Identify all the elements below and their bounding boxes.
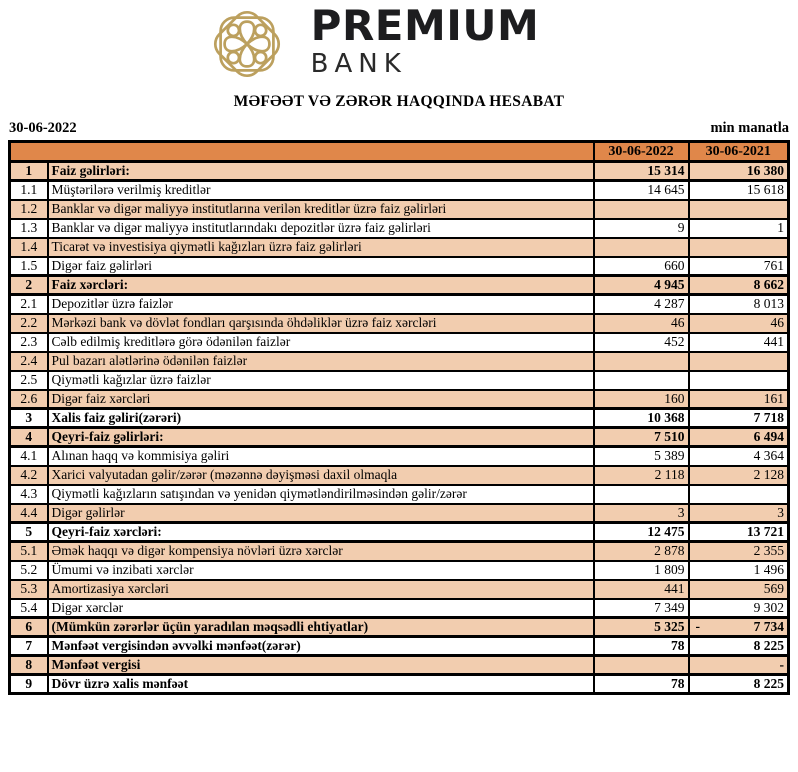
table-row: [10, 181, 789, 200]
row-description-cell: Xarici valyutadan gəlir/zərər (məzənnə dəyişməsi daxil olmaqla: [48, 466, 594, 485]
row-description-cell: Dövr üzrə xalis mənfəət: [48, 675, 594, 694]
value-2021-cell: 441: [689, 333, 789, 352]
row-description-cell: Ümumi və inzibati xərclər: [48, 561, 594, 580]
row-description-cell: Digər xərclər: [48, 599, 594, 618]
value-2022-cell: 7 349: [594, 599, 689, 618]
brand-text: [310, 1, 540, 79]
value-2021-cell: 46: [689, 314, 789, 333]
negative-sign: -: [695, 618, 700, 634]
row-description-cell: Mənfəət vergisi: [48, 656, 594, 675]
value-2022-cell: 14 645: [594, 181, 689, 200]
value-2021-cell: 15 618: [689, 181, 789, 200]
row-number-cell: 2.5: [10, 371, 48, 390]
row-number-cell: 1.5: [10, 257, 48, 276]
value-2021-cell: 9 302: [689, 599, 789, 618]
row-description-cell: (Mümkün zərərlər üçün yaradılan məqsədli ehtiyatlar): [48, 618, 594, 637]
row-number-cell: 5.1: [10, 542, 48, 561]
value-2022-cell: 3: [594, 504, 689, 523]
row-number-cell: 1.2: [10, 200, 48, 219]
row-description-cell: Müştərilərə verilmiş kreditlər: [48, 181, 594, 200]
row-number-cell: 4.4: [10, 504, 48, 523]
table-row: [10, 637, 789, 656]
value-2022-cell: [594, 352, 689, 371]
table-header-row: [10, 142, 789, 162]
row-number-cell: 9: [10, 675, 48, 694]
report-date-label: 30-06-2022: [9, 120, 77, 136]
row-number-cell: 2.4: [10, 352, 48, 371]
value-2022-cell: 4 287: [594, 295, 689, 314]
table-row: [10, 200, 789, 219]
value-2021-cell: 3: [689, 504, 789, 523]
table-row: [10, 333, 789, 352]
table-row: [10, 542, 789, 561]
table-row: [10, 580, 789, 599]
value-2022-cell: 46: [594, 314, 689, 333]
row-description-cell: Qeyri-faiz xərcləri:: [48, 523, 594, 542]
table-row: [10, 561, 789, 580]
table-row: [10, 276, 789, 295]
unit-label: min manatla: [710, 120, 789, 136]
bank-logo: [0, 0, 798, 88]
pnl-table: [8, 140, 790, 695]
table-row: [10, 162, 789, 181]
row-description-cell: Qiymətli kağızlar üzrə faizlər: [48, 371, 594, 390]
value-2022-cell: 7 510: [594, 428, 689, 447]
row-description-cell: Xalis faiz gəliri(zərəri): [48, 409, 594, 428]
value-2022-cell: [594, 371, 689, 390]
value-2021-cell: [689, 238, 789, 257]
row-description-cell: Depozitlər üzrə faizlər: [48, 295, 594, 314]
row-description-cell: Alınan haqq və kommisiya gəliri: [48, 447, 594, 466]
table-row: [10, 219, 789, 238]
brand-subname: BANK: [310, 49, 407, 79]
table-row: [10, 238, 789, 257]
table-row: [10, 257, 789, 276]
table-row: [10, 656, 789, 675]
report-title: MƏFƏƏT VƏ ZƏRƏR HAQQINDA HESABAT: [233, 93, 565, 110]
row-number-cell: 5.3: [10, 580, 48, 599]
row-description-cell: Ticarət və investisiya qiymətli kağızları üzrə faiz gəlirləri: [48, 238, 594, 257]
header-col-2022: 30-06-2022: [594, 142, 689, 162]
value-2022-cell: [594, 238, 689, 257]
row-description-cell: Faiz xərcləri:: [48, 276, 594, 295]
value-2022-cell: 2 118: [594, 466, 689, 485]
row-description-cell: Faiz gəlirləri:: [48, 162, 594, 181]
row-number-cell: 1: [10, 162, 48, 181]
row-number-cell: 2: [10, 276, 48, 295]
value-2021-cell: 6 494: [689, 428, 789, 447]
value-2021-cell: 8 225: [689, 637, 789, 656]
row-number-cell: 2.3: [10, 333, 48, 352]
row-number-cell: 5: [10, 523, 48, 542]
table-row: [10, 466, 789, 485]
row-description-cell: Mənfəət vergisindən əvvəlki mənfəət(zərər): [48, 637, 594, 656]
row-description-cell: Amortizasiya xərcləri: [48, 580, 594, 599]
table-row: [10, 485, 789, 504]
logo-group: [195, 1, 540, 84]
value-2021-cell: [689, 200, 789, 219]
table-row: [10, 352, 789, 371]
value-2021-cell: 7 718: [689, 409, 789, 428]
row-number-cell: 8: [10, 656, 48, 675]
row-description-cell: Qeyri-faiz gəlirləri:: [48, 428, 594, 447]
value-2021-cell: 161: [689, 390, 789, 409]
row-number-cell: 5.2: [10, 561, 48, 580]
row-number-cell: 4: [10, 428, 48, 447]
value-2022-cell: 660: [594, 257, 689, 276]
table-row: [10, 504, 789, 523]
row-description-cell: Digər faiz xərcləri: [48, 390, 594, 409]
table-row: [10, 675, 789, 694]
value-2021-cell: 761: [689, 257, 789, 276]
row-description-cell: Digər faiz gəlirləri: [48, 257, 594, 276]
value-2021-cell: 8 662: [689, 276, 789, 295]
table-row: [10, 599, 789, 618]
value-2022-cell: 78: [594, 637, 689, 656]
value-2021-cell: 1: [689, 219, 789, 238]
header-col-2021: 30-06-2021: [689, 142, 789, 162]
pnl-table-body: [10, 162, 789, 694]
value-2022-cell: 5 389: [594, 447, 689, 466]
row-number-cell: 2.2: [10, 314, 48, 333]
row-description-cell: Digər gəlirlər: [48, 504, 594, 523]
value-2021-cell: 16 380: [689, 162, 789, 181]
value-2022-cell: 5 325: [594, 618, 689, 637]
table-row: [10, 295, 789, 314]
value-2022-cell: 9: [594, 219, 689, 238]
row-description-cell: Cəlb edilmiş kreditlərə görə ödənilən faizlər: [48, 333, 594, 352]
row-number-cell: 4.1: [10, 447, 48, 466]
meta-row: [0, 120, 798, 137]
table-row: [10, 314, 789, 333]
value-2022-cell: 12 475: [594, 523, 689, 542]
table-row: [10, 428, 789, 447]
value-2022-cell: 15 314: [594, 162, 689, 181]
row-description-cell: Əmək haqqı və digər kompensiya növləri üzrə xərclər: [48, 542, 594, 561]
row-description-cell: Qiymətli kağızların satışından və yenidən qiymətləndirilməsindən gəlir/zərər: [48, 485, 594, 504]
table-row: [10, 447, 789, 466]
value-2021-cell: 8 013: [689, 295, 789, 314]
row-number-cell: 1.4: [10, 238, 48, 257]
row-number-cell: 4.3: [10, 485, 48, 504]
value-2021-cell: -: [689, 656, 789, 675]
table-row: [10, 371, 789, 390]
table-row: [10, 523, 789, 542]
value-2021-cell: - 7 734: [689, 618, 789, 637]
value-2021-cell: [689, 371, 789, 390]
value-2022-cell: [594, 485, 689, 504]
value-2022-cell: 1 809: [594, 561, 689, 580]
value-2022-cell: 160: [594, 390, 689, 409]
value-2022-cell: 441: [594, 580, 689, 599]
value-2021-cell: 2 355: [689, 542, 789, 561]
value-2021-cell: [689, 352, 789, 371]
row-description-cell: Mərkəzi bank və dövlət fondları qarşısında öhdəliklər üzrə faiz xərcləri: [48, 314, 594, 333]
value-2021-cell: 4 364: [689, 447, 789, 466]
header-blank-cell: [10, 142, 594, 162]
row-number-cell: 5.4: [10, 599, 48, 618]
value-2022-cell: 452: [594, 333, 689, 352]
table-row: [10, 618, 789, 637]
value-2021-cell: 1 496: [689, 561, 789, 580]
value-2022-cell: [594, 200, 689, 219]
value-2021-cell: 569: [689, 580, 789, 599]
row-number-cell: 1.1: [10, 181, 48, 200]
row-number-cell: 1.3: [10, 219, 48, 238]
row-number-cell: 6: [10, 618, 48, 637]
premium-bank-knot-icon: [195, 4, 299, 84]
row-number-cell: 2.1: [10, 295, 48, 314]
row-description-cell: Pul bazarı alətlərinə ödənilən faizlər: [48, 352, 594, 371]
row-description-cell: Banklar və digər maliyyə institutlarındakı depozitlər üzrə faiz gəlirləri: [48, 219, 594, 238]
value-2022-cell: 10 368: [594, 409, 689, 428]
value-2022-cell: 4 945: [594, 276, 689, 295]
row-number-cell: 4.2: [10, 466, 48, 485]
row-description-cell: Banklar və digər maliyyə institutlarına verilən kreditlər üzrə faiz gəlirləri: [48, 200, 594, 219]
value-2021-cell: 13 721: [689, 523, 789, 542]
row-number-cell: 2.6: [10, 390, 48, 409]
value-2021-cell: 2 128: [689, 466, 789, 485]
value-2022-cell: [594, 656, 689, 675]
value-2022-cell: 78: [594, 675, 689, 694]
value-2022-cell: 2 878: [594, 542, 689, 561]
value-2021-cell: 8 225: [689, 675, 789, 694]
value-2021-cell: [689, 485, 789, 504]
row-number-cell: 7: [10, 637, 48, 656]
table-row: [10, 409, 789, 428]
row-number-cell: 3: [10, 409, 48, 428]
brand-name: PREMIUM: [310, 1, 540, 50]
table-row: [10, 390, 789, 409]
